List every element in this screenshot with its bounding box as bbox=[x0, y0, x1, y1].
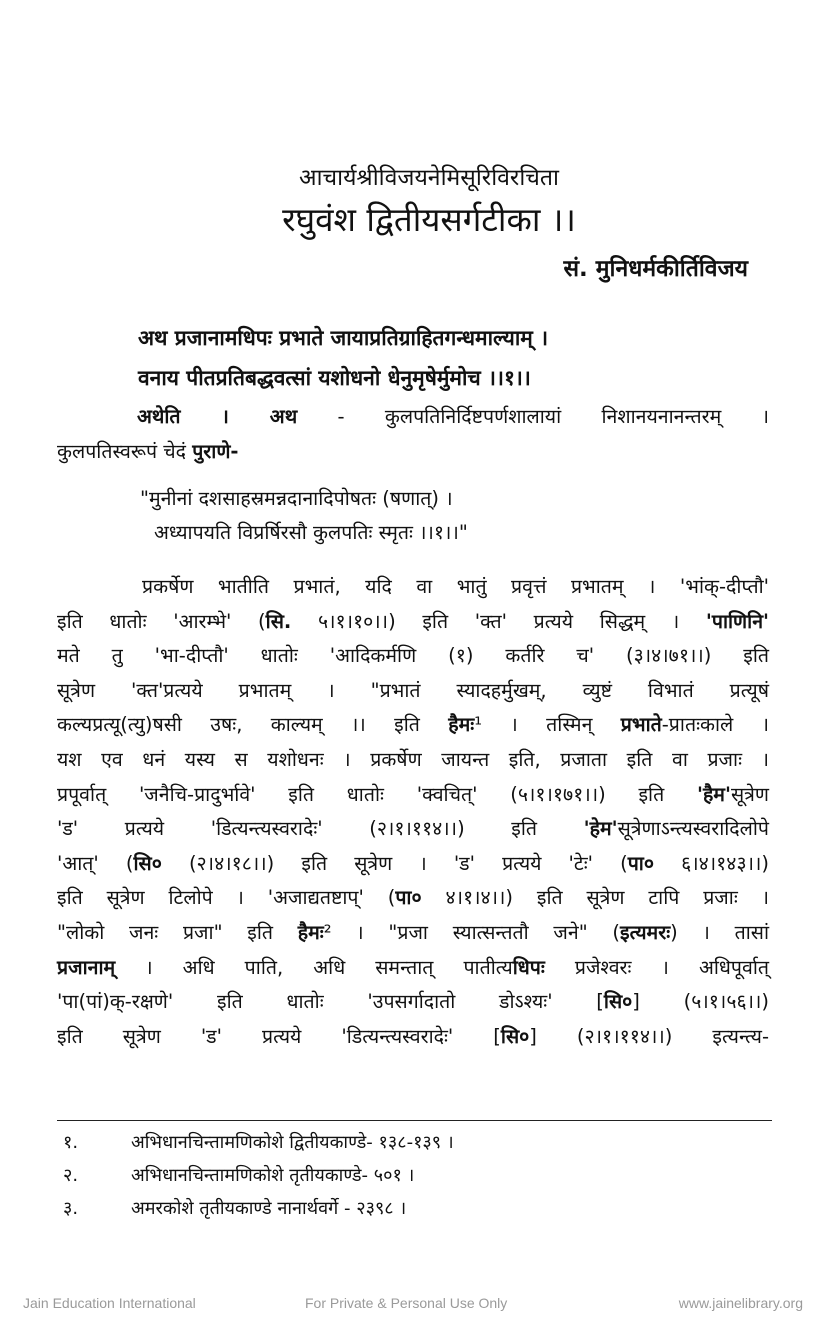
emphasis: धिपः bbox=[512, 955, 545, 979]
commentary-line: 'ड' प्रत्यये 'डित्यन्त्यस्वरादेः' (२।१।११४।।) इति 'हेम'सूत्रेणाऽन्त्यस्वरादिलोपे bbox=[57, 817, 769, 841]
intro-line-1 bbox=[57, 400, 769, 435]
intro-text-2: कुलपतिस्वरूपं चेदं bbox=[57, 439, 193, 463]
emphasis: पा० bbox=[395, 886, 422, 910]
emphasis: सि० bbox=[603, 990, 633, 1014]
emphasis: 'पाणिनि' bbox=[705, 609, 769, 633]
commentary-line: प्रपूर्वात् 'जनैचि-प्रादुर्भावे' इति धातोः 'क्वचित्' (५।१।१७१।।) इति 'हैम'सूत्रेण bbox=[57, 782, 769, 806]
emphasis: हैमः bbox=[448, 713, 475, 737]
commentary-line: इति सूत्रेण 'ड' प्रत्यये 'डित्यन्त्यस्वरादेः' [सि०] (२।१।११४।।) इत्यन्त्य- bbox=[57, 1024, 769, 1048]
commentary-line: कल्यप्रत्यू(त्यु)षसी उषः, काल्यम् ।। इति हैमः¹ । तस्मिन् प्रभाते-प्रातःकाले । bbox=[57, 713, 770, 737]
commentary-line: इति सूत्रेण टिलोपे । 'अजाद्यतष्टाप्' (पा० ४।१।४।।) इति सूत्रेण टापि प्रजाः । bbox=[57, 886, 770, 910]
emphasis: 'हैम' bbox=[696, 782, 731, 806]
emphasis: 'हेम' bbox=[583, 817, 618, 841]
editor-credit: सं. मुनिधर्मकीर्तिविजय bbox=[563, 256, 748, 282]
footer-usage-note: For Private & Personal Use Only bbox=[305, 1295, 508, 1311]
verse-line-2: वनाय पीतप्रतिबद्धवत्सां यशोधनो धेनुमृषेर्मुमोच ।।१।। bbox=[138, 366, 531, 390]
emphasis: सि० bbox=[500, 1024, 530, 1048]
intro-text: - कुलपतिनिर्दिष्टपर्णशालायां निशानयनानन्तरम् । bbox=[297, 405, 769, 428]
footnote-number: ३. bbox=[63, 1198, 79, 1219]
quote-line-2: अध्यापयति विप्रर्षिरसौ कुलपतिः स्मृतः ।।१।।" bbox=[154, 521, 468, 544]
commentary-line: 'आत्' (सि० (२।४।१८।।) इति सूत्रेण । 'ड' प्रत्यये 'टेः' (पा० ६।४।१४३।।) bbox=[57, 851, 769, 875]
intro-line-2 bbox=[57, 435, 769, 470]
emphasis: प्रजानाम् bbox=[57, 955, 116, 979]
commentary-line: इति धातोः 'आरम्भे' (सि. ५।१।१०।।) इति 'क्त' प्रत्यये सिद्धम् । 'पाणिनि' bbox=[57, 609, 769, 633]
intro-bold: अथेति । अथ bbox=[137, 405, 298, 428]
emphasis: सि. bbox=[265, 609, 292, 633]
commentary-line: प्रकर्षेण भातीति प्रभातं, यदि वा भातुं प्रवृत्तं प्रभातम् । 'भांक्-दीप्तौ' bbox=[142, 575, 769, 598]
commentary-body bbox=[57, 570, 769, 1054]
emphasis: सि० bbox=[133, 851, 162, 875]
footnote-text: अमरकोशे तृतीयकाण्डे नानार्थवर्गे - २३९८ । bbox=[131, 1198, 407, 1219]
emphasis: हैमः bbox=[297, 920, 324, 944]
verse-block bbox=[138, 318, 548, 398]
footnotes bbox=[63, 1126, 454, 1225]
footer-publisher: Jain Education International bbox=[23, 1295, 196, 1311]
commentary-line: सूत्रेण 'क्त'प्रत्यये प्रभातम् । "प्रभातं स्यादहर्मुखम्, व्युष्टं विभातं प्रत्यूषं bbox=[57, 678, 769, 702]
commentary-line: 'पा(पां)क्-रक्षणे' इति धातोः 'उपसर्गादातो डोऽश्यः' [सि०] (५।१।५६।।) bbox=[57, 990, 769, 1014]
footnote-number: २. bbox=[63, 1165, 79, 1186]
verse-line-1: अथ प्रजानामधिपः प्रभाते जायाप्रतिग्राहितगन्धमाल्याम् । bbox=[138, 326, 549, 350]
commentary-line: यश एव धनं यस्य स यशोधनः । प्रकर्षेण जायन्त इति, प्रजाता इति वा प्रजाः । bbox=[57, 747, 769, 771]
footnote-item bbox=[63, 1159, 454, 1192]
author-subtitle: आचार्यश्रीविजयनेमिसूरिविरचिता bbox=[299, 165, 559, 191]
commentary-line: "लोको जनः प्रजा" इति हैमः² । "प्रजा स्यात्सन्ततौ जने" (इत्यमरः) । तासां bbox=[57, 920, 769, 944]
footnote-divider bbox=[57, 1120, 772, 1122]
quoted-verse bbox=[140, 482, 468, 550]
commentary-intro bbox=[57, 400, 769, 469]
footnote-item bbox=[63, 1192, 454, 1225]
intro-bold-2: पुराणे- bbox=[192, 439, 239, 463]
commentary-line: मते तु 'भा-दीप्तौ' धातोः 'आदिकर्मणि (१) कर्तरि च' (३।४।७१।।) इति bbox=[57, 644, 769, 668]
footnote-text: अभिधानचिन्तामणिकोशे तृतीयकाण्डे- ५०१ । bbox=[131, 1165, 415, 1186]
emphasis: प्रभाते bbox=[620, 713, 662, 737]
footnote-item bbox=[63, 1126, 454, 1159]
footer-website: www.jainelibrary.org bbox=[678, 1295, 803, 1311]
quote-line-1: "मुनीनां दशसाहस्रमन्नदानादिपोषतः (षणात्) । bbox=[140, 487, 453, 510]
emphasis: इत्यमरः bbox=[620, 920, 671, 944]
commentary-line: प्रजानाम् । अधि पाति, अधि समन्तात् पातीत्यधिपः प्रजेश्वरः । अधिपूर्वात् bbox=[57, 955, 770, 979]
page-title: रघुवंश द्वितीयसर्गटीका ।। bbox=[282, 200, 576, 239]
emphasis: पा० bbox=[627, 851, 655, 875]
footnote-number: १. bbox=[63, 1132, 79, 1153]
footnote-text: अभिधानचिन्तामणिकोशे द्वितीयकाण्डे- १३८-१३९ । bbox=[131, 1132, 454, 1153]
